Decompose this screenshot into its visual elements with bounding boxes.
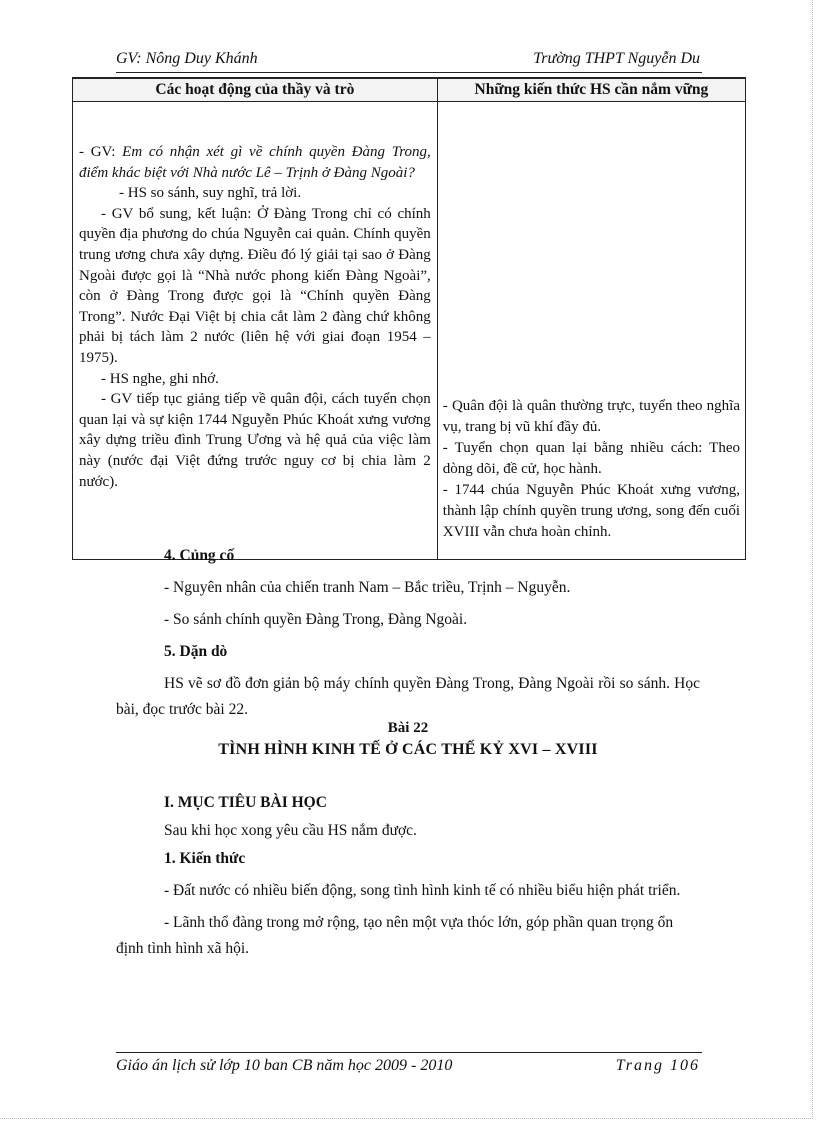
objectives-intro: Sau khi học xong yêu cầu HS nắm được.	[164, 822, 417, 839]
dando-heading: 5. Dặn dò	[164, 643, 228, 660]
lesson-title: TÌNH HÌNH KINH TẾ Ở CÁC THẾ KỶ XVI – XVIII	[218, 741, 598, 758]
table-row	[73, 102, 746, 560]
knowledge-item: - 1744 chúa Nguyễn Phúc Khoát xưng vương, thành lập chính quyền trung ương, song đến cuối XVIII vẫn chưa hoàn chỉnh.	[442, 482, 740, 540]
knowledge-item: - Tuyển chọn quan lại bằng nhiều cách: Theo dòng dõi, đề cử, học hành.	[442, 440, 740, 477]
hs-compare: - HS so sánh, suy nghĩ, trả lời.	[119, 185, 302, 202]
objectives-heading: I. MỤC TIÊU BÀI HỌC	[164, 794, 327, 811]
activities-cell	[73, 102, 438, 560]
page-number: Trang 106	[615, 1057, 700, 1074]
knowledge-item: - Quân đội là quân thường trực, tuyển theo nghĩa vụ, trang bị vũ khí đầy đủ.	[442, 398, 740, 435]
cungco-section	[116, 543, 700, 723]
dando-text: HS vẽ sơ đồ đơn giản bộ máy chính quyền Đàng Trong, Đàng Ngoài rồi so sánh. Học bài, đọc trước bài 22.	[116, 675, 700, 718]
cungco-heading: 4. Củng cố	[164, 547, 235, 564]
teacher-name: GV: Nông Duy Khánh	[116, 50, 258, 67]
cungco-item: - So sánh chính quyền Đàng Trong, Đàng Ngoài.	[164, 611, 468, 628]
lesson-table	[72, 77, 746, 560]
gv-conclusion: - GV bổ sung, kết luận: Ở Đàng Trong chỉ có chính quyền địa phương do chúa Nguyễn cai quản. Chính quyền trung ương chưa xây dựng. Điều đó lý giải tại sao ở Đàng Ngoài được gọi là “Nhà nước phong kiến Đàng Ngoài”, còn ở Đàng Trong được gọi là “Chính quyền Đàng Trong”. Nước Đại Việt bị chia cắt làm 2 đàng chứ không phải bị tách làm 2 nước (liên hệ với giai đoạn 1954 – 1975).	[79, 205, 431, 366]
page-header	[116, 48, 702, 73]
column-header-activities: Các hoạt động của thầy và trò	[73, 78, 438, 102]
knowledge-heading: 1. Kiến thức	[164, 850, 246, 867]
table-header-row	[73, 78, 746, 102]
footer-text: Giáo án lịch sử lớp 10 ban CB năm học 2009 - 2010	[116, 1057, 453, 1074]
gv-question: - GV: Em có nhận xét gì về chính quyền Đàng Trong, điểm khác biệt với Nhà nước Lê – Trịnh ở Đàng Ngoài?	[79, 144, 431, 181]
cungco-item: - Nguyên nhân của chiến tranh Nam – Bắc triều, Trịnh – Nguyễn.	[164, 579, 571, 596]
school-name: Trường THPT Nguyễn Du	[533, 50, 700, 67]
lesson-number: Bài 22	[387, 720, 429, 736]
gv-continue: - GV tiếp tục giảng tiếp về quân đội, cách tuyển chọn quan lại và sự kiện 1744 Nguyễn Phúc Khoát xưng vương xây dựng triều đình Trung Ương và hệ quả của việc làm này (nước đại Việt đứng trước nguy cơ bị chia làm 2 nước).	[79, 391, 431, 490]
objectives-section	[116, 790, 700, 962]
hs-listen: - HS nghe, ghi nhớ.	[101, 370, 219, 387]
column-header-knowledge: Những kiến thức HS cần nắm vững	[437, 78, 745, 102]
objective-item: - Đất nước có nhiều biến động, song tình hình kinh tế có nhiều biểu hiện phát triển.	[164, 882, 681, 899]
objective-item: - Lãnh thổ đàng trong mở rộng, tạo nên một vựa thóc lớn, góp phần quan trọng ổn định tình hình xã hội.	[116, 914, 674, 957]
knowledge-cell	[437, 102, 745, 560]
page-footer	[116, 1052, 702, 1079]
